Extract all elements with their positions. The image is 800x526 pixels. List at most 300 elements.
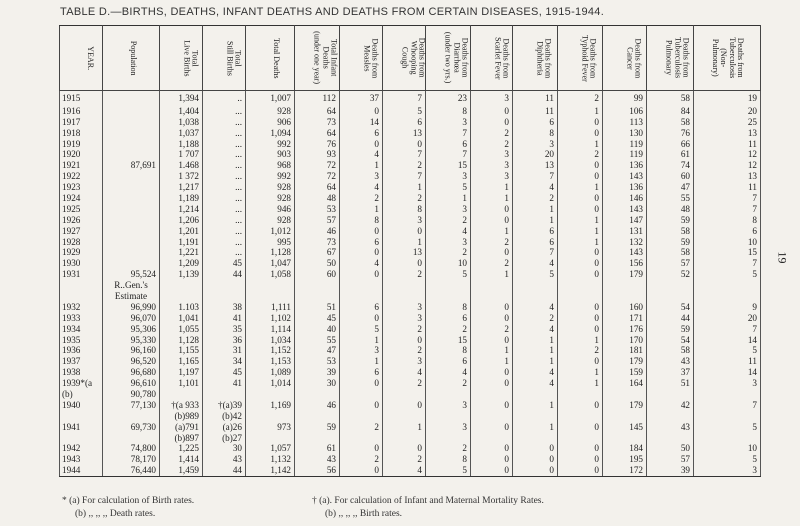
table-cell: 1916 bbox=[60, 106, 103, 117]
table-cell: 76,440 bbox=[103, 465, 160, 476]
table-cell: 64 bbox=[295, 106, 340, 117]
table-cell: 2 bbox=[471, 237, 513, 248]
table-cell: 2 bbox=[383, 378, 426, 389]
table-cell bbox=[513, 280, 558, 291]
table-row bbox=[60, 455, 761, 466]
table-cell bbox=[103, 248, 160, 259]
table-cell: 4 bbox=[340, 182, 383, 193]
table-cell: 3 bbox=[383, 302, 426, 313]
table-cell bbox=[383, 389, 426, 400]
table-cell: 1,101 bbox=[160, 378, 203, 389]
table-cell: 928 bbox=[246, 106, 295, 117]
table-cell: 1932 bbox=[60, 302, 103, 313]
table-cell bbox=[246, 280, 295, 291]
table-cell: 0 bbox=[471, 302, 513, 313]
table-cell: 43 bbox=[647, 356, 694, 367]
table-cell: 2 bbox=[471, 139, 513, 150]
table-cell: 69,730 bbox=[103, 422, 160, 433]
table-cell: 1 bbox=[513, 400, 558, 411]
table-cell bbox=[603, 411, 647, 422]
table-cell: 3 bbox=[694, 465, 761, 476]
table-cell: 46 bbox=[295, 226, 340, 237]
table-cell: 34 bbox=[203, 356, 246, 367]
table-cell: ... bbox=[203, 237, 246, 248]
table-cell: 143 bbox=[603, 248, 647, 259]
table-cell: 57 bbox=[647, 455, 694, 466]
column-header-label: Deaths from Tuberculosis Pulmonary bbox=[664, 37, 691, 79]
table-cell: 7 bbox=[383, 91, 426, 107]
table-cell: 164 bbox=[603, 378, 647, 389]
table-cell: 5 bbox=[513, 269, 558, 280]
table-cell bbox=[471, 291, 513, 302]
table-cell: 7 bbox=[426, 128, 471, 139]
table-cell: 61 bbox=[647, 150, 694, 161]
data-table bbox=[59, 25, 761, 477]
table-cell bbox=[383, 291, 426, 302]
table-row bbox=[60, 433, 761, 444]
column-header-label: Deaths from Diarrhœa (under two yrs.) bbox=[443, 32, 470, 84]
table-cell: 58 bbox=[647, 117, 694, 128]
table-cell: 2 bbox=[558, 91, 603, 107]
table-cell: ... bbox=[203, 106, 246, 117]
table-cell: 14 bbox=[694, 335, 761, 346]
table-cell: ... bbox=[203, 193, 246, 204]
table-cell: 171 bbox=[603, 313, 647, 324]
table-cell: 46 bbox=[295, 400, 340, 411]
table-cell: 10 bbox=[694, 237, 761, 248]
table-cell: 8 bbox=[426, 106, 471, 117]
table-cell: 6 bbox=[340, 302, 383, 313]
table-cell bbox=[160, 291, 203, 302]
table-row bbox=[60, 400, 761, 411]
table-cell: 992 bbox=[246, 139, 295, 150]
table-cell: 2 bbox=[426, 444, 471, 455]
table-row bbox=[60, 356, 761, 367]
table-cell bbox=[513, 291, 558, 302]
table-cell: 2 bbox=[558, 150, 603, 161]
table-cell bbox=[340, 389, 383, 400]
table-row bbox=[60, 378, 761, 389]
table-cell: 0 bbox=[558, 324, 603, 335]
table-cell: 8 bbox=[513, 128, 558, 139]
column-header-label: YEAR. bbox=[86, 46, 96, 71]
footnote-b-death: (b) ,, ,, ,, Death rates. bbox=[75, 509, 156, 519]
table-row bbox=[60, 313, 761, 324]
table-cell: 7 bbox=[426, 150, 471, 161]
column-header-label: Total Deaths bbox=[272, 38, 282, 79]
table-cell: 45 bbox=[203, 258, 246, 269]
table-cell: 7 bbox=[383, 150, 426, 161]
table-cell bbox=[694, 433, 761, 444]
table-cell bbox=[558, 389, 603, 400]
table-cell: 0 bbox=[340, 226, 383, 237]
table-cell: 1,007 bbox=[246, 91, 295, 107]
table-cell: 0 bbox=[513, 465, 558, 476]
table-cell: 1 bbox=[558, 106, 603, 117]
table-row bbox=[60, 269, 761, 280]
table-cell: 1 707 bbox=[160, 150, 203, 161]
table-cell: 35 bbox=[203, 324, 246, 335]
table-cell: 1,142 bbox=[246, 465, 295, 476]
table-cell: 1917 bbox=[60, 117, 103, 128]
table-cell: 6 bbox=[426, 139, 471, 150]
table-cell: 1,047 bbox=[246, 258, 295, 269]
table-cell bbox=[160, 389, 203, 400]
table-cell: 77,130 bbox=[103, 400, 160, 411]
table-cell: 14 bbox=[694, 367, 761, 378]
table-cell: 3 bbox=[426, 117, 471, 128]
table-cell bbox=[383, 433, 426, 444]
table-cell: 0 bbox=[340, 400, 383, 411]
table-cell: 136 bbox=[603, 160, 647, 171]
table-cell: 113 bbox=[603, 117, 647, 128]
table-cell: 1929 bbox=[60, 248, 103, 259]
table-cell: 1 bbox=[471, 356, 513, 367]
table-cell: ... bbox=[203, 139, 246, 150]
table-cell: 8 bbox=[694, 215, 761, 226]
table-cell bbox=[603, 389, 647, 400]
table-cell: 1,057 bbox=[246, 444, 295, 455]
table-cell: 6 bbox=[340, 128, 383, 139]
table-cell: 1933 bbox=[60, 313, 103, 324]
table-cell: 3 bbox=[426, 171, 471, 182]
table-cell: 179 bbox=[603, 356, 647, 367]
table-cell: (b)897 bbox=[160, 433, 203, 444]
page-number: 19 bbox=[775, 251, 790, 264]
table-cell: 11 bbox=[694, 182, 761, 193]
table-cell: 25 bbox=[694, 117, 761, 128]
table-cell: 0 bbox=[383, 400, 426, 411]
table-cell: 1,132 bbox=[246, 455, 295, 466]
table-cell: 132 bbox=[603, 237, 647, 248]
table-cell: 7 bbox=[513, 248, 558, 259]
table-cell: 64 bbox=[295, 182, 340, 193]
table-cell: 0 bbox=[340, 465, 383, 476]
table-cell: 968 bbox=[246, 160, 295, 171]
table-cell: 50 bbox=[647, 444, 694, 455]
table-cell: 159 bbox=[603, 367, 647, 378]
table-cell: 1,089 bbox=[246, 367, 295, 378]
table-cell: 6 bbox=[340, 237, 383, 248]
table-cell: 6 bbox=[513, 237, 558, 248]
table-cell: ... bbox=[203, 160, 246, 171]
table-cell: 0 bbox=[383, 335, 426, 346]
table-cell: ... bbox=[203, 117, 246, 128]
table-cell: 1,153 bbox=[246, 356, 295, 367]
table-cell: 1,128 bbox=[160, 335, 203, 346]
table-cell: 7 bbox=[694, 400, 761, 411]
table-row bbox=[60, 389, 761, 400]
table-cell: 0 bbox=[471, 465, 513, 476]
table-cell: 41 bbox=[203, 378, 246, 389]
table-cell: 38 bbox=[203, 302, 246, 313]
table-cell: 1,214 bbox=[160, 204, 203, 215]
table-cell: 19 bbox=[694, 91, 761, 107]
table-cell: 6 bbox=[513, 226, 558, 237]
table-cell: 42 bbox=[647, 400, 694, 411]
table-cell: 58 bbox=[647, 346, 694, 357]
table-cell: 0 bbox=[340, 269, 383, 280]
table-cell bbox=[647, 433, 694, 444]
table-cell: 30 bbox=[203, 444, 246, 455]
column-header bbox=[513, 26, 558, 91]
table-cell: 67 bbox=[295, 248, 340, 259]
table-cell: 1,404 bbox=[160, 106, 203, 117]
table-cell bbox=[694, 280, 761, 291]
table-cell: 156 bbox=[603, 258, 647, 269]
table-cell: 4 bbox=[513, 324, 558, 335]
column-header-label: Deaths from Diphtheria bbox=[535, 38, 553, 78]
table-cell: 0 bbox=[558, 422, 603, 433]
table-cell: 59 bbox=[647, 237, 694, 248]
table-cell: 1 bbox=[513, 356, 558, 367]
table-cell: 0 bbox=[383, 139, 426, 150]
table-cell: 906 bbox=[246, 117, 295, 128]
table-cell: 7 bbox=[694, 193, 761, 204]
table-cell: 0 bbox=[558, 128, 603, 139]
table-cell bbox=[103, 411, 160, 422]
table-cell: 1 bbox=[426, 193, 471, 204]
table-cell: 2 bbox=[340, 455, 383, 466]
table-cell: 7 bbox=[513, 171, 558, 182]
table-cell: 119 bbox=[603, 139, 647, 150]
table-cell: 96,160 bbox=[103, 346, 160, 357]
table-cell: 1,197 bbox=[160, 367, 203, 378]
table-cell: 55 bbox=[647, 193, 694, 204]
table-cell: 3 bbox=[383, 356, 426, 367]
table-cell: 179 bbox=[603, 400, 647, 411]
table-cell: 1,055 bbox=[160, 324, 203, 335]
table-cell bbox=[471, 280, 513, 291]
table-cell: 0 bbox=[340, 378, 383, 389]
table-cell: 1935 bbox=[60, 335, 103, 346]
table-row bbox=[60, 139, 761, 150]
table-cell: 44 bbox=[647, 313, 694, 324]
table-cell bbox=[340, 411, 383, 422]
table-cell: 2 bbox=[340, 422, 383, 433]
table-cell: 96,990 bbox=[103, 302, 160, 313]
table-cell: 3 bbox=[513, 139, 558, 150]
table-cell bbox=[426, 280, 471, 291]
table-cell: 1 bbox=[558, 215, 603, 226]
table-cell: 1,459 bbox=[160, 465, 203, 476]
table-cell bbox=[203, 280, 246, 291]
table-cell bbox=[603, 280, 647, 291]
table-cell bbox=[383, 280, 426, 291]
table-cell: 1921 bbox=[60, 160, 103, 171]
table-cell bbox=[603, 291, 647, 302]
table-cell: 23 bbox=[426, 91, 471, 107]
table-cell bbox=[694, 411, 761, 422]
table-cell: 72 bbox=[295, 171, 340, 182]
column-header bbox=[426, 26, 471, 91]
table-cell: 1,038 bbox=[160, 117, 203, 128]
table-cell: 51 bbox=[647, 378, 694, 389]
table-cell: 2 bbox=[513, 193, 558, 204]
table-cell: 0 bbox=[513, 444, 558, 455]
table-cell: ... bbox=[203, 204, 246, 215]
table-cell: 7 bbox=[694, 204, 761, 215]
table-cell: 6 bbox=[694, 226, 761, 237]
table-cell: 59 bbox=[647, 324, 694, 335]
table-cell: 903 bbox=[246, 150, 295, 161]
table-cell: 1,058 bbox=[246, 269, 295, 280]
table-cell: 2 bbox=[340, 193, 383, 204]
table-cell: 37 bbox=[340, 91, 383, 107]
table-cell: 170 bbox=[603, 335, 647, 346]
table-cell bbox=[513, 411, 558, 422]
table-row bbox=[60, 422, 761, 433]
table-cell: 0 bbox=[558, 313, 603, 324]
table-cell: 93 bbox=[295, 150, 340, 161]
table-cell: 2 bbox=[471, 128, 513, 139]
table-cell: 992 bbox=[246, 171, 295, 182]
table-cell: 3 bbox=[340, 171, 383, 182]
table-cell: 96,520 bbox=[103, 356, 160, 367]
table-cell: 8 bbox=[383, 204, 426, 215]
table-cell: 6 bbox=[513, 117, 558, 128]
table-cell: 160 bbox=[603, 302, 647, 313]
table-cell: 1915 bbox=[60, 91, 103, 107]
table-cell: 1,169 bbox=[246, 400, 295, 411]
table-cell: †(a)39 bbox=[203, 400, 246, 411]
table-cell: 15 bbox=[694, 248, 761, 259]
table-cell: 946 bbox=[246, 204, 295, 215]
table-cell: (b) bbox=[60, 389, 103, 400]
table-cell: 0 bbox=[558, 269, 603, 280]
table-cell: 6 bbox=[383, 117, 426, 128]
table-cell: 0 bbox=[471, 106, 513, 117]
table-cell: 1 bbox=[471, 193, 513, 204]
table-cell bbox=[103, 128, 160, 139]
table-cell: 5 bbox=[694, 269, 761, 280]
table-cell: ... bbox=[203, 171, 246, 182]
table-cell: 4 bbox=[513, 378, 558, 389]
table-cell: 2 bbox=[383, 160, 426, 171]
table-cell: 147 bbox=[603, 215, 647, 226]
column-header-label: Total Infant Deaths (under one year) bbox=[312, 31, 339, 85]
table-row bbox=[60, 226, 761, 237]
table-cell bbox=[426, 389, 471, 400]
table-cell: 995 bbox=[246, 237, 295, 248]
column-header bbox=[471, 26, 513, 91]
table-cell bbox=[295, 291, 340, 302]
table-cell bbox=[103, 171, 160, 182]
table-cell: 87,691 bbox=[103, 160, 160, 171]
table-cell bbox=[647, 291, 694, 302]
table-cell bbox=[60, 433, 103, 444]
table-cell: 96,680 bbox=[103, 367, 160, 378]
table-cell: 0 bbox=[340, 313, 383, 324]
table-cell: 1940 bbox=[60, 400, 103, 411]
table-row bbox=[60, 215, 761, 226]
table-cell: 2 bbox=[383, 455, 426, 466]
table-cell: 1 bbox=[383, 422, 426, 433]
table-cell: 1 bbox=[513, 346, 558, 357]
table-cell: 1943 bbox=[60, 455, 103, 466]
table-cell: 1 bbox=[558, 335, 603, 346]
table-cell: (b)42 bbox=[203, 411, 246, 422]
table-cell bbox=[246, 433, 295, 444]
table-row bbox=[60, 444, 761, 455]
table-cell: 6 bbox=[340, 367, 383, 378]
table-cell: 1 bbox=[558, 139, 603, 150]
table-cell: 0 bbox=[471, 248, 513, 259]
table-cell: 15 bbox=[426, 335, 471, 346]
table-cell: 78,170 bbox=[103, 455, 160, 466]
table-cell: 37 bbox=[647, 367, 694, 378]
table-cell: 6 bbox=[426, 313, 471, 324]
table-row bbox=[60, 302, 761, 313]
table-cell: 60 bbox=[647, 171, 694, 182]
table-cell bbox=[471, 411, 513, 422]
footnote-dagger-a: † (a). For calculation of Infant and Maternal Mortality Rates. bbox=[312, 496, 544, 506]
table-cell: 1 bbox=[513, 215, 558, 226]
column-header-label: Total Still Births bbox=[225, 40, 243, 76]
table-cell: 58 bbox=[647, 226, 694, 237]
table-cell: 12 bbox=[694, 150, 761, 161]
table-cell: 20 bbox=[694, 313, 761, 324]
table-cell: 4 bbox=[513, 367, 558, 378]
table-cell: 112 bbox=[295, 91, 340, 107]
table-cell bbox=[558, 411, 603, 422]
table-cell: ... bbox=[203, 215, 246, 226]
table-cell bbox=[558, 433, 603, 444]
table-cell: 0 bbox=[471, 455, 513, 466]
table-cell: 3 bbox=[426, 400, 471, 411]
table-cell bbox=[103, 117, 160, 128]
table-row bbox=[60, 248, 761, 259]
table-cell: 143 bbox=[603, 204, 647, 215]
table-cell: 5 bbox=[426, 269, 471, 280]
table-cell: 7 bbox=[694, 324, 761, 335]
table-cell: 54 bbox=[647, 302, 694, 313]
table-cell: 1,414 bbox=[160, 455, 203, 466]
table-cell bbox=[426, 291, 471, 302]
table-cell: 1 bbox=[558, 182, 603, 193]
table-cell: 0 bbox=[558, 204, 603, 215]
table-cell: 1.103 bbox=[160, 302, 203, 313]
table-cell: 47 bbox=[647, 182, 694, 193]
table-cell: 74 bbox=[647, 160, 694, 171]
table-row bbox=[60, 117, 761, 128]
footnote-a-birth: * (a) For calculation of Birth rates. bbox=[62, 496, 195, 506]
table-row bbox=[60, 324, 761, 335]
table-cell: 47 bbox=[295, 346, 340, 357]
table-cell: 1 bbox=[471, 182, 513, 193]
table-cell: 5 bbox=[694, 455, 761, 466]
table-cell bbox=[694, 291, 761, 302]
table-cell bbox=[383, 411, 426, 422]
table-cell: 13 bbox=[513, 160, 558, 171]
table-cell: 143 bbox=[603, 171, 647, 182]
table-cell: 95,306 bbox=[103, 324, 160, 335]
table-cell bbox=[426, 411, 471, 422]
table-cell: 6 bbox=[426, 356, 471, 367]
table-cell: 61 bbox=[295, 444, 340, 455]
table-cell: 8 bbox=[426, 346, 471, 357]
table-cell bbox=[103, 193, 160, 204]
column-header bbox=[383, 26, 426, 91]
table-cell: 1 bbox=[513, 335, 558, 346]
table-cell: 43 bbox=[647, 422, 694, 433]
table-cell: 4 bbox=[513, 258, 558, 269]
table-cell: 0 bbox=[340, 106, 383, 117]
column-header-label: Deaths from Measles bbox=[362, 38, 380, 78]
table-cell: 3 bbox=[694, 378, 761, 389]
table-cell: 0 bbox=[558, 444, 603, 455]
table-cell: 0 bbox=[471, 422, 513, 433]
